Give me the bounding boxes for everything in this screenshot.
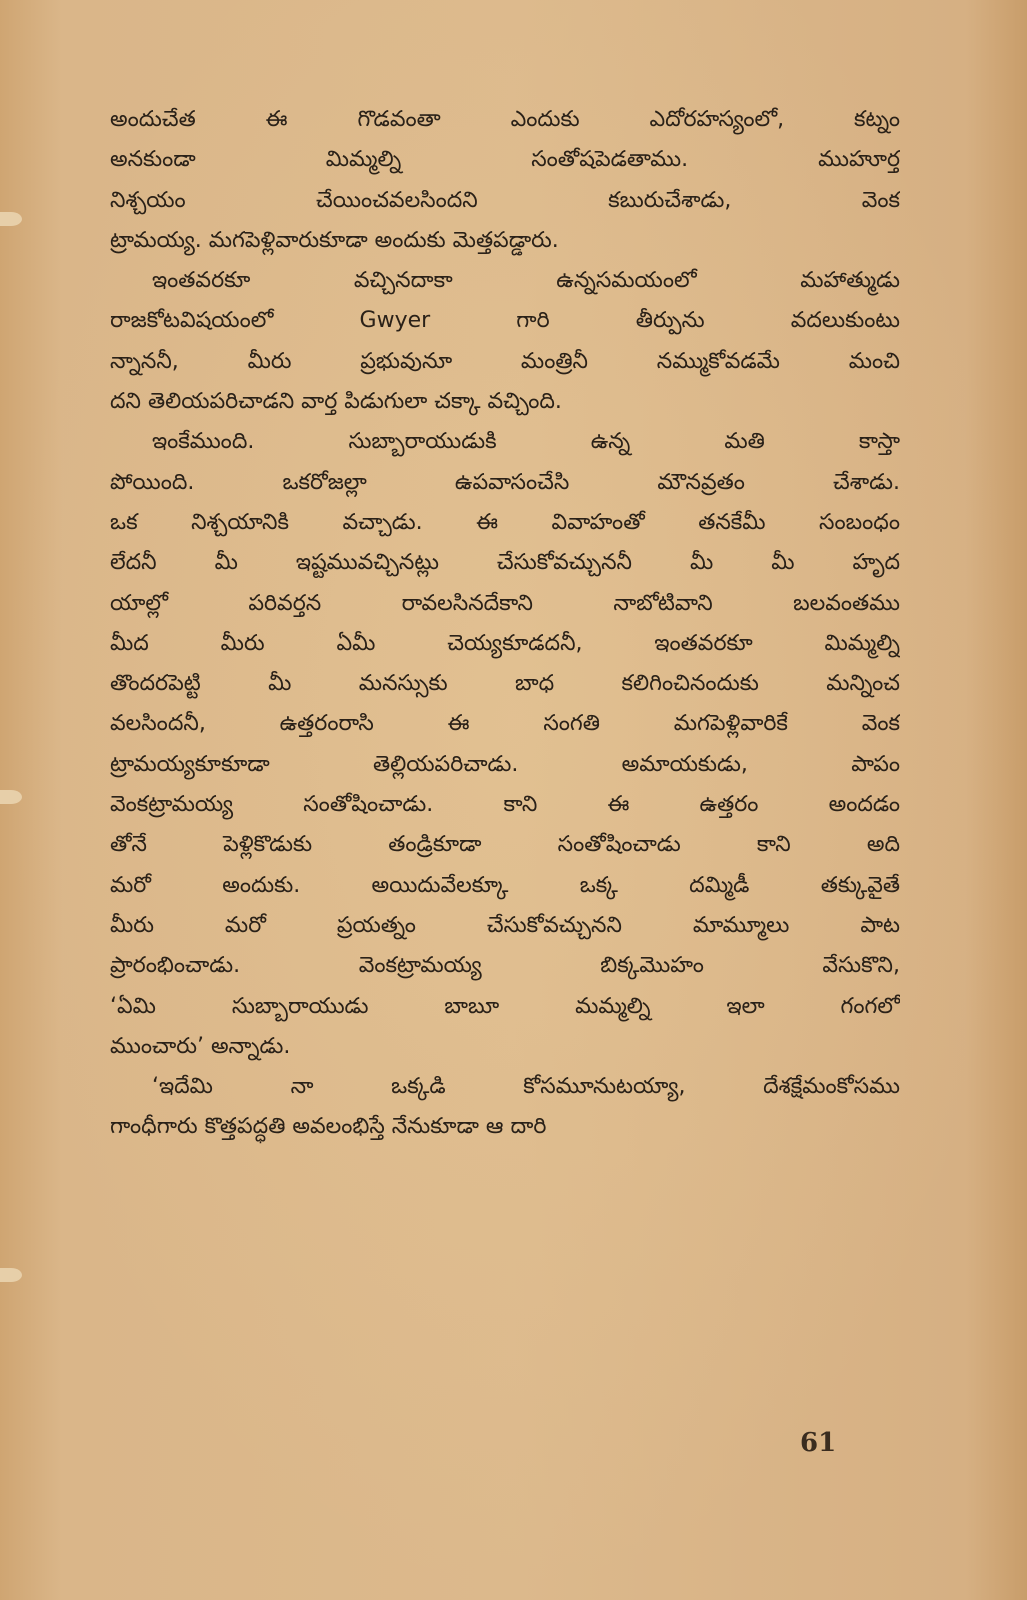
text-line: ఒక నిశ్చయానికి వచ్చాడు. ఈ వివాహంతో తనకేమీ సంబంధం [110, 509, 900, 535]
paragraph [110, 100, 900, 261]
text-line: దని తెలియపరిచాడని వార్త పిడుగులా చక్కా వచ్చింది. [110, 389, 562, 415]
text-line: ‘ఏమి సుబ్బారాయుడు బాబూ మమ్మల్ని ఇలా గంగలో [110, 993, 900, 1019]
text-line: ఇంకేముంది. సుబ్బారాయుడుకి ఉన్న మతి కాస్తా [152, 429, 900, 455]
text-line: రాజకోటవిషయంలో Gwyer గారి తీర్పును వదలుకుంటు [110, 308, 900, 334]
text-line: వెంకట్రామయ్య సంతోషించాడు. కాని ఈ ఉత్తరం అందడం [110, 792, 900, 818]
text-line: తోనే పెళ్లికొడుకు తండ్రికూడా సంతోషించాడు కాని అది [110, 832, 900, 858]
text-line: మరో అందుకు. అయిదువేలక్కూ ఒక్క దమ్మిడీ తక్కువైతే [110, 872, 900, 898]
text-line: మీద మీరు ఏమీ చెయ్యకూడదనీ, ఇంతవరకూ మిమ్మల్ని [110, 630, 900, 656]
binding-hole-mark [0, 212, 22, 226]
text-line: నిశ్చయం చేయించవలసిందని కబురుచేశాడు, వెంక [110, 187, 900, 213]
text-line: ప్రారంభించాడు. వెంకట్రామయ్య బిక్కమొహం వేసుకొని, [110, 953, 900, 979]
paragraph [110, 1067, 900, 1148]
text-line: ట్రామయ్యకూకూడా తెల్లియపరిచాడు. అమాయకుడు, పాపం [110, 751, 900, 777]
text-line: అనకుండా మిమ్మల్ని సంతోషపెడతాము. ముహూర్త [110, 147, 900, 173]
text-line: గాంధీగారు కొత్తపద్ధతి అవలంభిస్తే నేనుకూడా ఆ దారి [110, 1114, 547, 1140]
paragraph [110, 422, 900, 1067]
text-line: పోయింది. ఒకరోజల్లా ఉపవాసంచేసి మౌనవ్రతం చేశాడు. [110, 469, 900, 495]
text-line: ముంచారు’ అన్నాడు. [110, 1033, 291, 1059]
text-line: ఇంతవరకూ వచ్చినదాకా ఉన్నసమయంలో మహాత్ముడు [152, 268, 900, 294]
text-line: మీరు మరో ప్రయత్నం చేసుకోవచ్చునని మామ్మూలు పాట [110, 912, 900, 938]
text-line: న్నాననీ, మీరు ప్రభువునూ మంత్రినీ నమ్ముకోవడమే మంచి [110, 348, 900, 374]
text-line: వలసిందనీ, ఉత్తరంరాసి ఈ సంగతి మగపెళ్లివారికే వెంక [110, 711, 900, 737]
page-text [110, 100, 900, 1148]
text-line: లేదనీ మీ ఇష్టమువచ్చినట్లు చేసుకోవచ్చుననీ మీ మీ హృద [110, 550, 900, 576]
page-number: 61 [800, 1428, 837, 1458]
text-line: అందుచేత ఈ గొడవంతా ఎందుకు ఎదోరహస్యంలో, కట్నం [110, 107, 900, 132]
text-line: ‘ఇదేమి నా ఒక్కడి కోసమూనుటయ్యా, దేశక్షేమంకోసము [152, 1074, 900, 1100]
text-line: తొందరపెట్టి మీ మనస్సుకు బాధ కలిగించినందుకు మన్నించ [110, 671, 900, 697]
binding-hole-mark [0, 1268, 22, 1282]
binding-hole-mark [0, 790, 22, 804]
text-line: ట్రామయ్య. మగపెళ్లివారుకూడా అందుకు మెత్తపడ్డారు. [110, 227, 559, 253]
paragraph [110, 261, 900, 422]
text-line: యాల్లో పరివర్తన రావలసినదేకాని నాబోటివాని బలవంతము [110, 590, 900, 616]
